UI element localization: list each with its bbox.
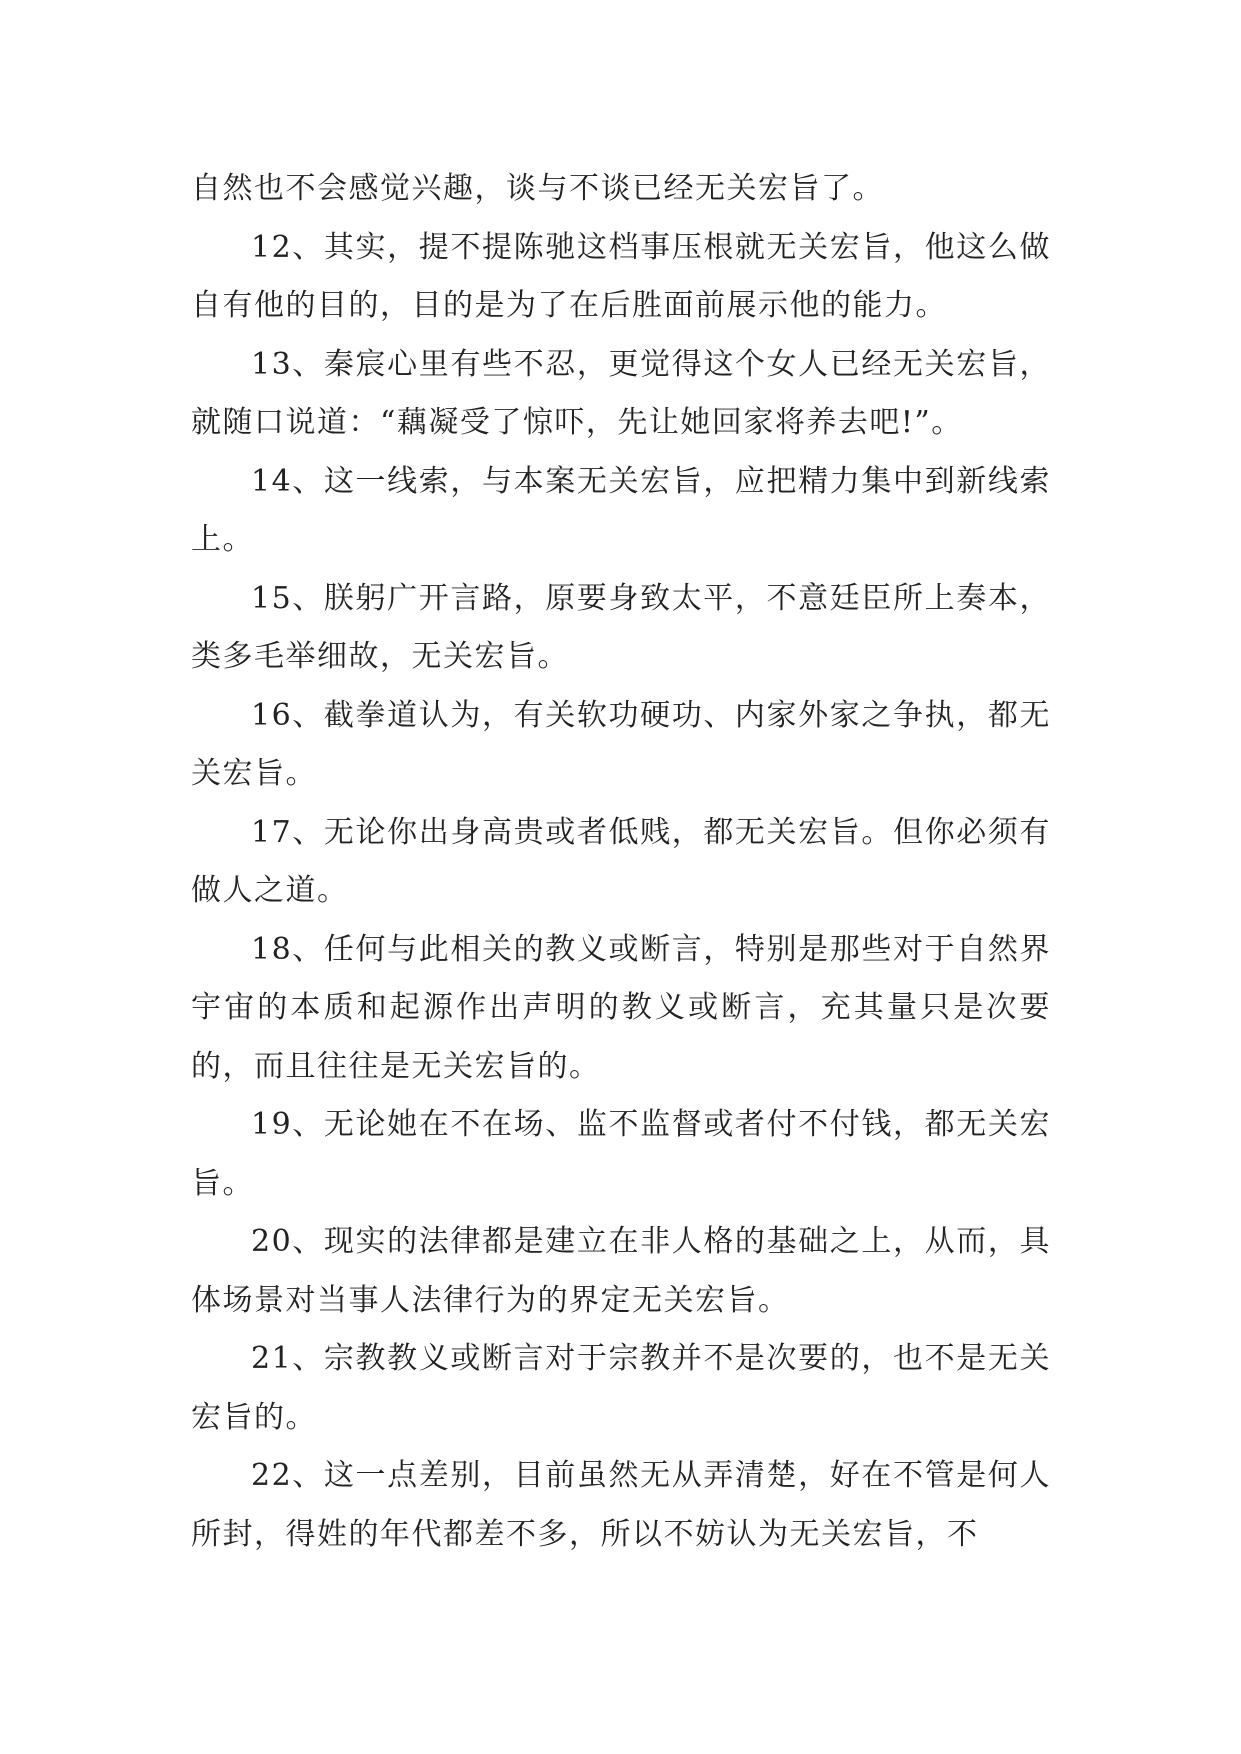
- paragraph-14: 14、这一线索，与本案无关宏旨，应把精力集中到新线索上。: [191, 463, 1051, 557]
- paragraph-15: 15、朕躬广开言路，原要身致太平，不意廷臣所上奏本，类多毛举细故，无关宏旨。: [191, 580, 1051, 674]
- paragraph-12: 12、其实，提不提陈驰这档事压根就无关宏旨，他这么做自有他的目的，目的是为了在后胜面前展示他的能力。: [191, 229, 1051, 323]
- paragraph-16: 16、截拳道认为，有关软功硬功、内家外家之争执，都无关宏旨。: [191, 697, 1051, 791]
- paragraph-18: 18、任何与此相关的教义或断言，特别是那些对于自然界宇宙的本质和起源作出声明的教义或断言，充其量只是次要的，而且往往是无关宏旨的。: [191, 931, 1051, 1084]
- paragraph-19: 19、无论她在不在场、监不监督或者付不付钱，都无关宏旨。: [191, 1107, 1051, 1201]
- paragraph-21: 21、宗教教义或断言对于宗教并不是次要的，也不是无关宏旨的。: [191, 1341, 1051, 1435]
- document-body: [191, 160, 1051, 1564]
- paragraph-22: 22、这一点差别，目前虽然无从弄清楚，好在不管是何人所封，得姓的年代都差不多，所以不妨认为无关宏旨，不: [191, 1458, 1051, 1552]
- paragraph-13: 13、秦宸心里有些不忍，更觉得这个女人已经无关宏旨，就随口说道：“藕凝受了惊吓，先让她回家将养去吧!”。: [191, 346, 1051, 440]
- paragraph-17: 17、无论你出身高贵或者低贱，都无关宏旨。但你必须有做人之道。: [191, 814, 1051, 908]
- paragraph-continuation: 自然也不会感觉兴趣，谈与不谈已经无关宏旨了。: [191, 171, 884, 206]
- paragraph-20: 20、现实的法律都是建立在非人格的基础之上，从而，具体场景对当事人法律行为的界定无关宏旨。: [191, 1224, 1051, 1318]
